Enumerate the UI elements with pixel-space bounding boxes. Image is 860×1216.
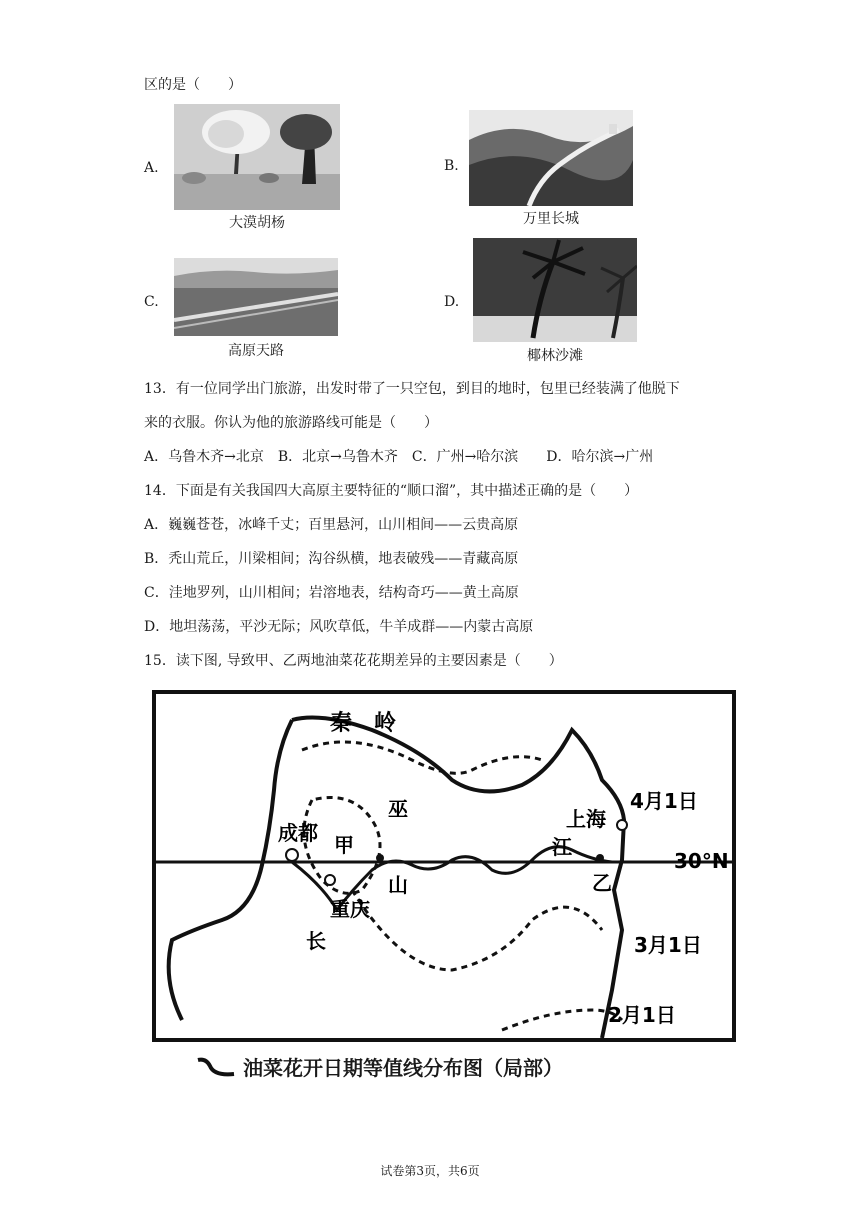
label-wu: 巫 bbox=[388, 797, 408, 821]
label-30n: 30°N bbox=[674, 849, 729, 873]
q14-option-d: D．地坦荡荡，平沙无际；风吹草低，牛羊成群——内蒙古高原 bbox=[144, 619, 534, 635]
label-chengdu: 成都 bbox=[278, 821, 318, 845]
q12-option-c-caption: 高原天路 bbox=[228, 343, 284, 359]
shanghai-dot bbox=[617, 820, 627, 830]
label-shan: 山 bbox=[388, 873, 408, 897]
label-feb1: 2月1日 bbox=[608, 1003, 676, 1027]
label-chongqing: 重庆 bbox=[330, 897, 370, 921]
label-chang: 长 bbox=[306, 929, 326, 953]
chengdu-dot bbox=[286, 849, 298, 861]
label-yi: 乙 bbox=[592, 871, 612, 895]
q14-option-b: B．秃山荒丘，川梁相间；沟谷纵横，地表破残——青藏高原 bbox=[144, 551, 519, 567]
q12-option-c-letter: C. bbox=[144, 294, 159, 310]
q12-option-b-photo bbox=[469, 110, 633, 206]
q15-stem: 15．读下图, 导致甲、乙两地油菜花花期差异的主要因素是（ ） bbox=[144, 653, 563, 669]
q12-option-d-photo bbox=[473, 238, 637, 342]
q13-options: A．乌鲁木齐→北京 B．北京→乌鲁木齐 C．广州→哈尔滨 D．哈尔滨→广州 bbox=[144, 449, 654, 465]
q12-option-c-photo bbox=[174, 258, 338, 336]
q12-option-b-letter: B. bbox=[444, 158, 459, 174]
label-apr1: 4月1日 bbox=[630, 789, 698, 813]
q12-stem-tail: 区的是（ ） bbox=[144, 77, 242, 93]
q13-stem-line2: 来的衣服。你认为他的旅游路线可能是（ ） bbox=[144, 415, 438, 431]
label-jia: 甲 bbox=[334, 833, 354, 857]
isoline-map bbox=[152, 690, 736, 1042]
q12-option-d-caption: 椰林沙滩 bbox=[527, 348, 583, 364]
chongqing-dot bbox=[325, 875, 335, 885]
q12-option-b-caption: 万里长城 bbox=[523, 211, 579, 227]
jia-dot bbox=[376, 854, 384, 862]
q14-stem: 14．下面是有关我国四大高原主要特征的“顺口溜”，其中描述正确的是（ ） bbox=[144, 483, 639, 499]
q12-option-a-letter: A. bbox=[144, 160, 159, 176]
label-shanghai: 上海 bbox=[566, 807, 606, 831]
q14-option-a: A．巍巍苍苍，冰峰千丈；百里悬河，山川相间——云贵高原 bbox=[144, 517, 519, 533]
q14-option-c: C．洼地罗列，山川相间；岩溶地表，结构奇巧——黄土高原 bbox=[144, 585, 519, 601]
label-mar1: 3月1日 bbox=[634, 933, 702, 957]
page-footer: 试卷第3页，共6页 bbox=[380, 1164, 480, 1178]
map-legend bbox=[196, 1052, 563, 1083]
q13-stem-line1: 13．有一位同学出门旅游，出发时带了一只空包，到目的地时，包里已经装满了他脱下 bbox=[144, 381, 680, 397]
yi-dot bbox=[596, 854, 604, 862]
legend-text: 油菜花开日期等值线分布图（局部） bbox=[242, 1056, 563, 1080]
q12-option-a-photo bbox=[174, 104, 340, 210]
q12-option-a-caption: 大漠胡杨 bbox=[229, 215, 285, 231]
isoline-legend-icon bbox=[196, 1056, 236, 1083]
label-qinling: 秦 岭 bbox=[330, 711, 397, 736]
label-jiang: 江 bbox=[552, 835, 572, 859]
q12-option-d-letter: D. bbox=[444, 294, 460, 310]
